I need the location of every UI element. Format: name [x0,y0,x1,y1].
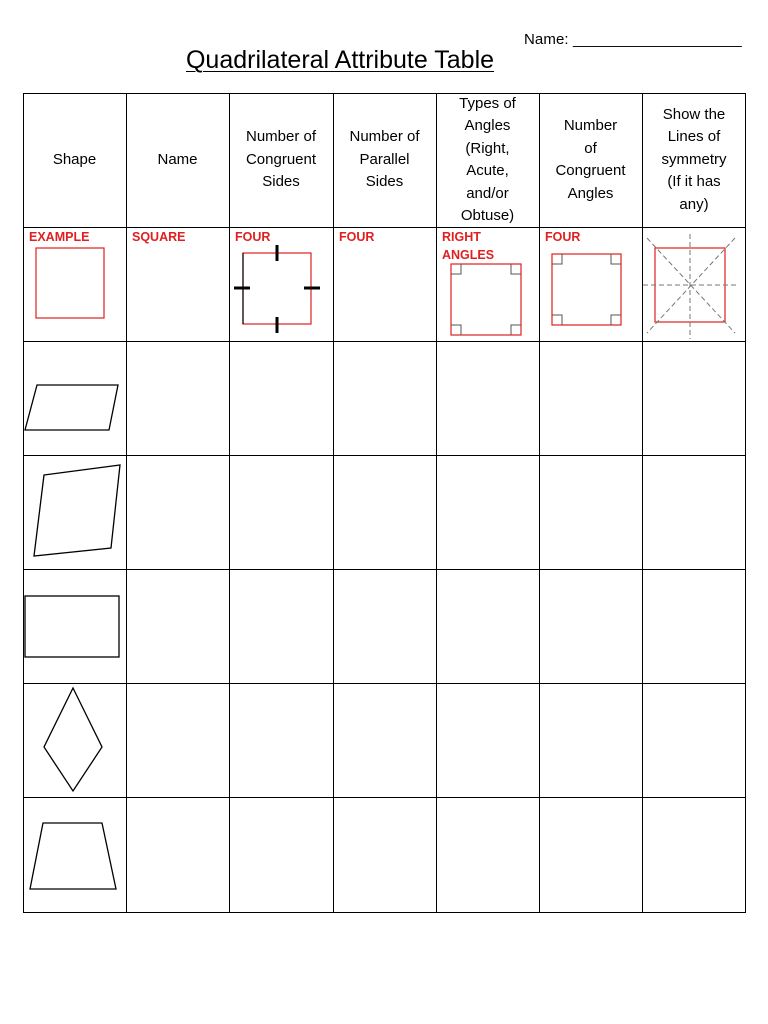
shape-drawings [23,93,746,913]
congruent-sides-square-icon [234,245,320,333]
example-congruent-angles: FOUR [545,230,581,244]
parallelogram-icon [25,385,118,430]
rectangle-icon [25,596,119,657]
trapezoid-icon [30,823,116,889]
column-header-congruent-sides: Number of Congruent Sides [245,128,317,191]
congruent-angles-square-icon [552,254,621,325]
column-header-symmetry: Show the Lines of symmetry (If it has any) [661,105,727,213]
column-header-angle-types: Types of Angles (Right, Acute, and/or Obtuse) [459,94,516,224]
column-header-shape: Shape [52,150,97,168]
example-angle-types: RIGHT ANGLES [442,230,495,262]
right-angles-square-icon [451,264,521,335]
example-congruent-sides: FOUR [235,230,271,244]
symmetry-square-icon [643,234,738,339]
column-header-parallel-sides: Number of Parallel Sides [349,128,420,191]
rhombus-icon [34,465,120,556]
page-title: Quadrilateral Attribute Table [185,46,495,74]
kite-icon [44,688,102,791]
example-square-icon [36,248,104,318]
example-name: SQUARE [132,230,186,244]
column-header-congruent-angles: Number of Congruent Angles [555,117,626,202]
example-parallel-sides: FOUR [339,230,375,244]
column-header-name: Name [157,150,198,168]
attribute-table [23,93,746,913]
example-label: EXAMPLE [29,230,90,244]
name-field[interactable]: Name: ____________________ [524,31,742,48]
